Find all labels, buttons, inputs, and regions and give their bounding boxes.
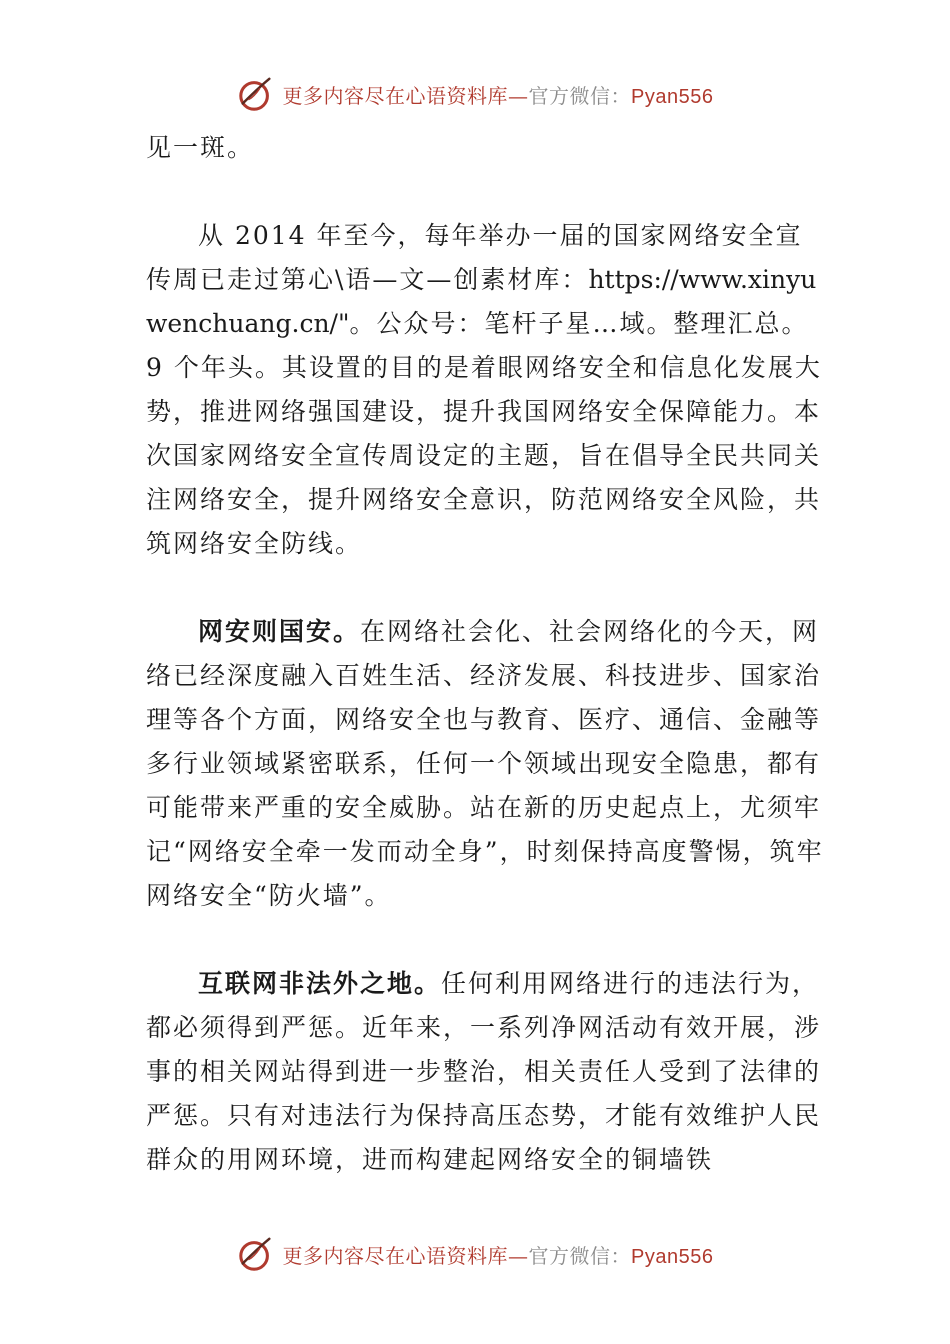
document-body [146, 126, 826, 1226]
paragraph-lawful-internet: 互联网非法外之地。任何利用网络进行的违法行为，都必须得到严惩。近年来，一系列净网活动有效开展，涉事的相关网站得到进一步整治，相关责任人受到了法律的严惩。只有对违法行为保持高压态势，才能有效维护人民群众的用网环境，进而构建起网络安全的铜墙铁 [146, 969, 822, 1174]
source-url: https://www.xinyuwenchuang.cn/" [146, 265, 817, 338]
brush-circle-logo-icon [237, 75, 275, 113]
paragraph-lead: 互联网非法外之地。 [198, 969, 442, 998]
footer-watermark [0, 1232, 950, 1276]
paragraph-lead: 网安则国安。 [198, 617, 361, 646]
brush-circle-logo-icon [237, 1235, 275, 1273]
paragraph-intro: 从 2014 年至今，每年举办一届的国家网络安全宣传周已走过第心\语—文—创素材库：https://www.xinyuwenchuang.cn/"。公众号：笔杆子星…域。整理汇总。 9 个年头。其设置的目的是着眼网络安全和信息化发展大势，推进网络强国建设，提升我国网络安全保障能力。本次国家网络安全宣传周设定的主题，旨在倡导全民共同关注网络安全，提升网络安全意识，防范网络安全风险，共筑网络安全防线。 [146, 221, 822, 558]
paragraph-fragment: 见一斑。 [146, 133, 255, 162]
header-watermark [0, 72, 950, 116]
watermark-text: 更多内容尽在心语资料库—官方微信：Pyan556 [282, 1243, 714, 1268]
paragraph-national-security: 网安则国安。在网络社会化、社会网络化的今天，网络已经深度融入百姓生活、经济发展、科技进步、国家治理等各个方面，网络安全也与教育、医疗、通信、金融等多行业领域紧密联系，任何一个领域出现安全隐患，都有可能带来严重的安全威胁。站在新的历史起点上，尤须牢记“网络安全牵一发而动全身”，时刻保持高度警惕，筑牢网络安全“防火墙”。 [146, 617, 824, 910]
watermark-text: 更多内容尽在心语资料库—官方微信：Pyan556 [282, 83, 714, 108]
